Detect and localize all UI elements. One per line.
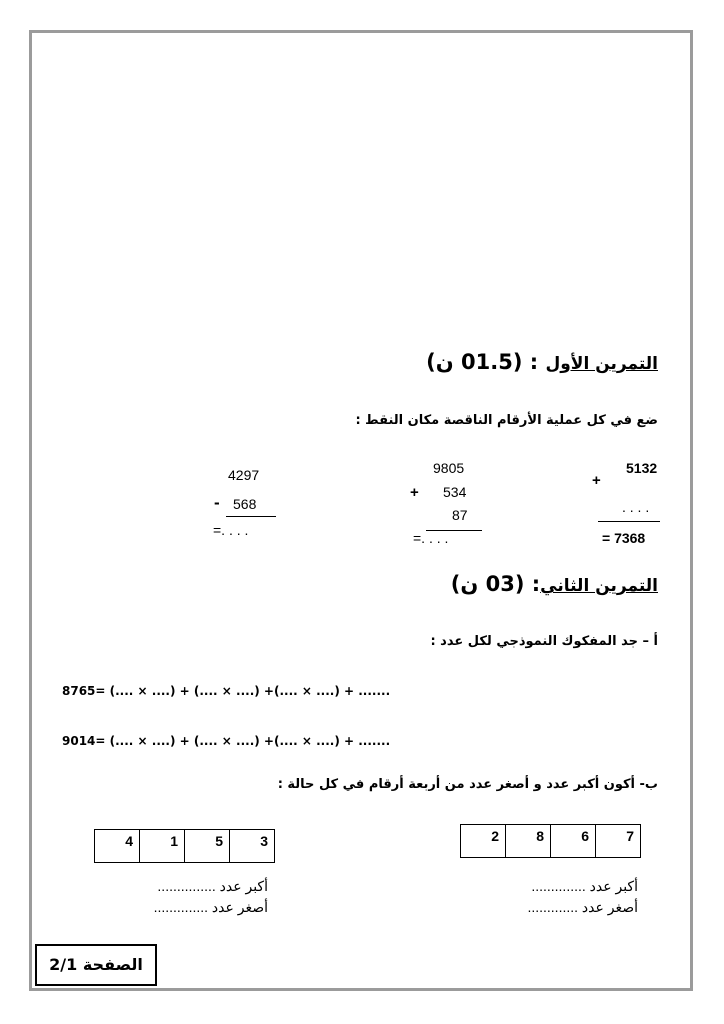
exercise1-instruction: ضع في كل عملية الأرقام الناقصة مكان النقط :: [355, 413, 658, 428]
op-add-b-sign: +: [410, 484, 419, 501]
digit-cell: 5: [185, 830, 230, 863]
digit-cell: 2: [461, 825, 506, 858]
op-add-b-n2: 534: [443, 484, 467, 500]
exercise1-label: التمرين الأول: [545, 354, 658, 374]
largest-number-right: أكبر عدد ..............: [531, 878, 638, 894]
op-add-a-sign: +: [592, 472, 601, 489]
op-add-b-n3: 87: [452, 507, 468, 523]
digit-set-right: [460, 824, 641, 858]
op-add-b-result: =. . . .: [413, 530, 449, 546]
exercise2-points: (03 ن): [450, 572, 525, 596]
exercise1-sep: :: [529, 350, 539, 374]
exercise2-part-b: ب- أكون أكبر عدد و أصغر عدد من أربعة أرقام في كل حالة :: [277, 777, 658, 792]
exercise2-label: التمرين الثاني: [540, 576, 658, 596]
op-sub-n2: 568: [233, 496, 257, 512]
digit-set-left: [94, 829, 275, 863]
op-sub-n1: 4297: [228, 467, 260, 483]
exercise2-title: [451, 572, 658, 596]
smallest-number-left: أصغر عدد ..............: [153, 899, 268, 915]
op-sub-result: =. . . .: [213, 522, 249, 538]
digit-cell: 4: [95, 830, 140, 863]
op-add-a-n2: . . . .: [622, 499, 650, 515]
largest-number-left: أكبر عدد ...............: [157, 878, 268, 894]
exercise1-points: (01.5 ن): [426, 350, 523, 374]
decomposition-8765: 8765= (.... × ....) + (.... × ....) +(.... × ....) + .......: [62, 684, 391, 698]
digit-cell: 1: [140, 830, 185, 863]
exercise1-title: [426, 350, 658, 374]
digit-cell: 7: [596, 825, 641, 858]
op-sub-rule: [226, 516, 276, 517]
decomposition-9014: 9014= (.... × ....) + (.... × ....) +(.... × ....) + .......: [62, 734, 391, 748]
op-add-a-rule: [598, 521, 660, 522]
digit-cell: 8: [506, 825, 551, 858]
digit-cell: 6: [551, 825, 596, 858]
page-number-box: الصفحة 2/1: [35, 944, 157, 986]
op-add-a-result: = 7368: [602, 530, 646, 546]
op-add-a-n1: 5132: [626, 460, 658, 476]
op-sub-sign: -: [214, 493, 220, 512]
exercise2-sep: :: [531, 572, 541, 596]
exercise2-part-a: أ – جد المفكوك النموذجي لكل عدد :: [430, 634, 658, 649]
op-add-b-n1: 9805: [433, 460, 465, 476]
digit-cell: 3: [230, 830, 275, 863]
smallest-number-right: أصغر عدد .............: [527, 899, 638, 915]
